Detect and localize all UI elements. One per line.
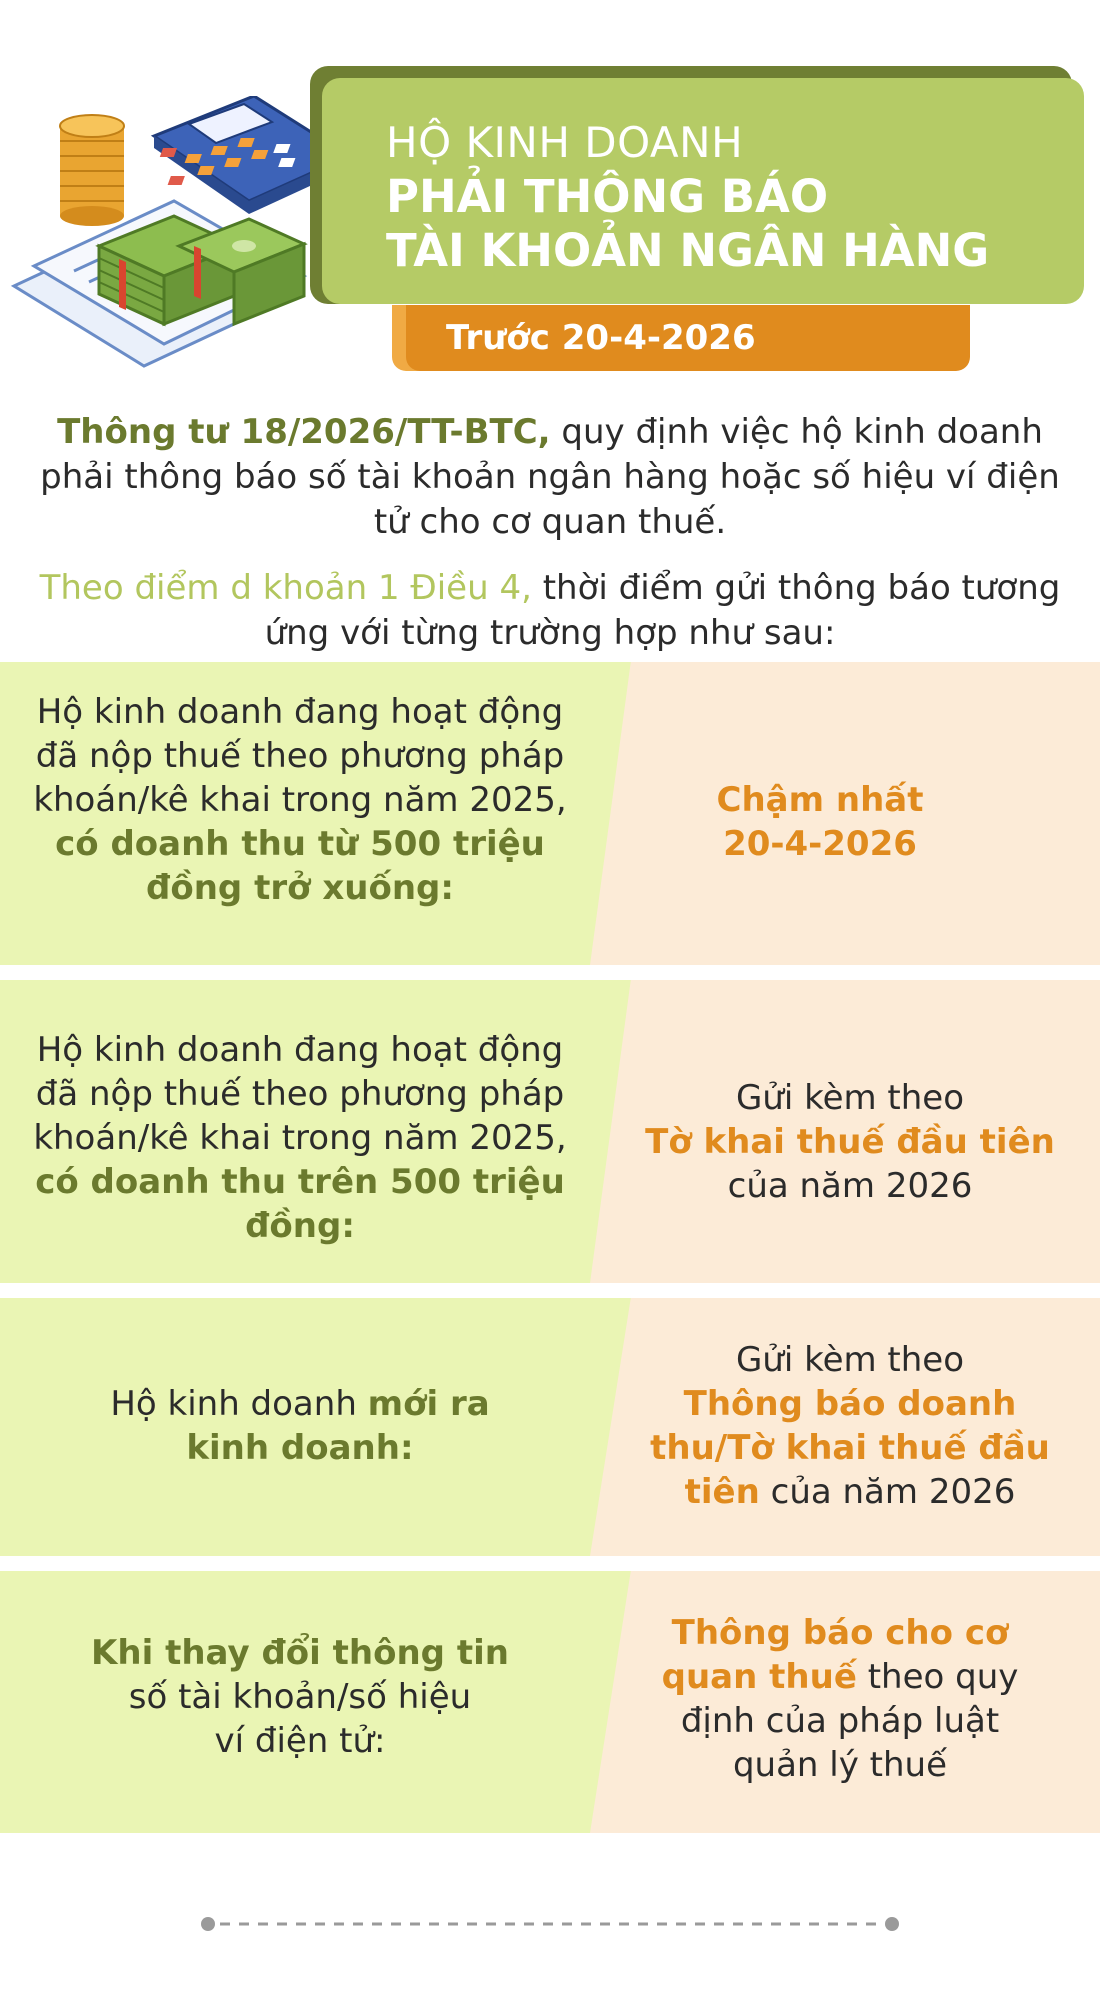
- case-condition: [30, 1028, 570, 1248]
- case-deadline-text: Gửi kèm theo: [735, 1340, 965, 1380]
- intro-paragraph-2: [30, 566, 1070, 656]
- case-condition-highlight: Khi thay đổi thông tin: [91, 1633, 509, 1673]
- case-condition: [80, 1382, 520, 1470]
- money-bills-icon: [99, 216, 304, 324]
- intro-circular-ref: Thông tư 18/2026/TT-BTC,: [57, 412, 551, 452]
- case-row-4: [0, 1571, 1100, 1833]
- intro-article-ref: Theo điểm d khoản 1 Điều 4,: [39, 568, 532, 608]
- case-condition-text: Hộ kinh doanh: [110, 1384, 368, 1424]
- case-condition-highlight: có doanh thu từ 500 triệu đồng trở xuống:: [55, 824, 545, 908]
- case-deadline-highlight: Tờ khai thuế đầu tiên: [645, 1122, 1055, 1162]
- deadline-text: Trước 20-4-2026: [446, 318, 756, 358]
- case-row-1: [0, 662, 1100, 965]
- case-deadline-text: theo quy định của pháp luật quản lý thuế: [680, 1657, 1019, 1785]
- case-condition-text: Hộ kinh doanh đang hoạt động đã nộp thuế theo phương pháp khoán/kê khai trong năm 2025,: [33, 1030, 567, 1158]
- coins-icon: [60, 115, 124, 226]
- intro-text-2: thời điểm gửi thông báo tương ứng với từng trường hợp như sau:: [264, 568, 1061, 653]
- case-deadline-highlight: Thông báo cho cơ quan thuế: [661, 1613, 1009, 1697]
- case-condition: [30, 690, 570, 910]
- case-deadline-text-2: của năm 2026: [727, 1166, 973, 1206]
- footer-divider: [200, 1912, 900, 1936]
- case-deadline: [630, 1076, 1070, 1208]
- case-condition-text: số tài khoản/số hiệu ví điện tử:: [128, 1677, 472, 1761]
- page-title-line3: TÀI KHOẢN NGÂN HÀNG: [386, 224, 990, 277]
- case-row-3: [0, 1298, 1100, 1556]
- intro-text: quy định việc hộ kinh doanh phải thông báo số tài khoản ngân hàng hoặc số hiệu ví điện tử cho cơ quan thuế.: [40, 412, 1060, 542]
- case-deadline: [640, 1611, 1040, 1787]
- intro-paragraph: [30, 410, 1070, 545]
- case-deadline: [630, 1338, 1070, 1514]
- case-condition-text: Hộ kinh doanh đang hoạt động đã nộp thuế theo phương pháp khoán/kê khai trong năm 2025,: [33, 692, 567, 820]
- case-condition: [70, 1631, 530, 1763]
- case-condition-highlight: có doanh thu trên 500 triệu đồng:: [35, 1162, 565, 1246]
- case-deadline: Chậm nhất 20-4-2026: [716, 780, 924, 864]
- page-title-line1: HỘ KINH DOANH: [386, 118, 744, 167]
- case-deadline-text: Gửi kèm theo: [735, 1078, 965, 1118]
- page-title-line2: PHẢI THÔNG BÁO: [386, 170, 829, 223]
- case-row-2: [0, 980, 1100, 1283]
- case-condition-highlight: mới ra kinh doanh:: [186, 1384, 490, 1468]
- case-deadline-highlight: Thông báo doanh thu/Tờ khai thuế đầu tiên: [650, 1384, 1050, 1512]
- case-deadline-text-2: của năm 2026: [759, 1472, 1016, 1512]
